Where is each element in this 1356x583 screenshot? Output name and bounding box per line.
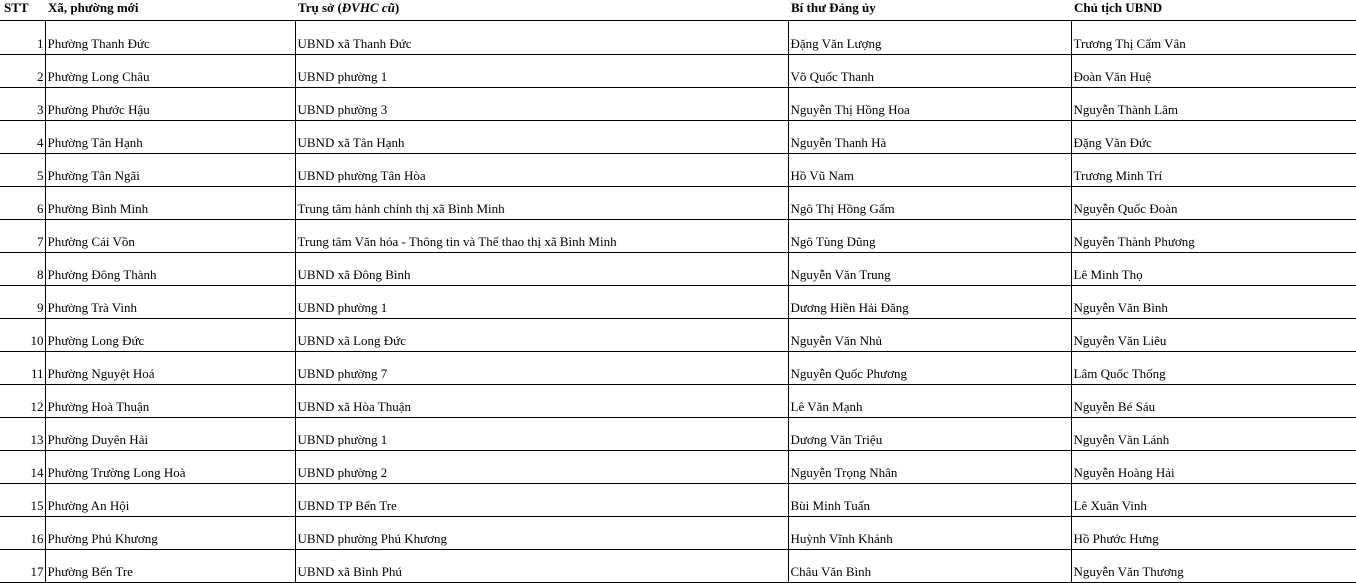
table-row	[0, 484, 1356, 517]
cell-party-secretary: Nguyễn Trọng Nhân	[788, 451, 1071, 484]
table-row	[0, 550, 1356, 583]
header-party-secretary: Bí thư Đảng ủy	[788, 0, 1071, 21]
cell-party-secretary: Võ Quốc Thanh	[788, 55, 1071, 88]
header-chairman: Chủ tịch UBND	[1071, 0, 1356, 21]
cell-headquarters: UBND phường Tân Hòa	[295, 154, 788, 187]
cell-chairman: Lâm Quốc Thống	[1071, 352, 1356, 385]
header-row	[0, 0, 1356, 21]
table-row	[0, 385, 1356, 418]
cell-ward-name: Phường Thanh Đức	[45, 21, 295, 55]
table-row	[0, 286, 1356, 319]
cell-party-secretary: Bùi Minh Tuấn	[788, 484, 1071, 517]
cell-ward-name: Phường Hoà Thuận	[45, 385, 295, 418]
cell-headquarters: UBND xã Long Đức	[295, 319, 788, 352]
cell-headquarters: Trung tâm hành chính thị xã Bình Minh	[295, 187, 788, 220]
cell-chairman: Nguyễn Văn Lánh	[1071, 418, 1356, 451]
cell-stt: 6	[0, 187, 45, 220]
cell-stt: 17	[0, 550, 45, 583]
cell-chairman: Nguyễn Hoàng Hải	[1071, 451, 1356, 484]
cell-ward-name: Phường Cái Vồn	[45, 220, 295, 253]
table-row	[0, 352, 1356, 385]
cell-headquarters: UBND xã Bình Phú	[295, 550, 788, 583]
cell-party-secretary: Nguyễn Thanh Hà	[788, 121, 1071, 154]
cell-stt: 14	[0, 451, 45, 484]
cell-stt: 16	[0, 517, 45, 550]
cell-ward-name: Phường Nguyệt Hoá	[45, 352, 295, 385]
cell-party-secretary: Hồ Vũ Nam	[788, 154, 1071, 187]
cell-ward-name: Phường Đông Thành	[45, 253, 295, 286]
cell-headquarters: UBND xã Thanh Đức	[295, 21, 788, 55]
cell-ward-name: Phường Bến Tre	[45, 550, 295, 583]
cell-stt: 12	[0, 385, 45, 418]
cell-ward-name: Phường Long Châu	[45, 55, 295, 88]
cell-party-secretary: Nguyễn Văn Nhủ	[788, 319, 1071, 352]
cell-party-secretary: Nguyễn Quốc Phương	[788, 352, 1071, 385]
cell-ward-name: Phường Phú Khương	[45, 517, 295, 550]
header-headquarters-suffix: )	[394, 0, 400, 15]
cell-headquarters: UBND phường 1	[295, 418, 788, 451]
cell-stt: 4	[0, 121, 45, 154]
table-row	[0, 21, 1356, 55]
cell-chairman: Lê Xuân Vinh	[1071, 484, 1356, 517]
cell-ward-name: Phường Duyên Hải	[45, 418, 295, 451]
table-row	[0, 319, 1356, 352]
table-row	[0, 418, 1356, 451]
table-row	[0, 220, 1356, 253]
cell-headquarters: UBND phường 2	[295, 451, 788, 484]
cell-headquarters: UBND phường Phú Khương	[295, 517, 788, 550]
cell-party-secretary: Dương Văn Triệu	[788, 418, 1071, 451]
header-headquarters-prefix: Trụ sở (	[298, 0, 342, 15]
cell-party-secretary: Nguyễn Văn Trung	[788, 253, 1071, 286]
cell-headquarters: Trung tâm Văn hóa - Thông tin và Thể thao thị xã Bình Minh	[295, 220, 788, 253]
cell-headquarters: UBND xã Tân Hạnh	[295, 121, 788, 154]
cell-party-secretary: Lê Văn Mạnh	[788, 385, 1071, 418]
cell-stt: 11	[0, 352, 45, 385]
cell-ward-name: Phường Phước Hậu	[45, 88, 295, 121]
cell-stt: 8	[0, 253, 45, 286]
cell-chairman: Nguyễn Văn Thương	[1071, 550, 1356, 583]
cell-stt: 10	[0, 319, 45, 352]
header-headquarters	[295, 0, 788, 21]
cell-ward-name: Phường Bình Minh	[45, 187, 295, 220]
cell-party-secretary: Huỳnh Vĩnh Khánh	[788, 517, 1071, 550]
cell-party-secretary: Đặng Văn Lượng	[788, 21, 1071, 55]
cell-ward-name: Phường Tân Ngãi	[45, 154, 295, 187]
cell-chairman: Hồ Phước Hưng	[1071, 517, 1356, 550]
cell-chairman: Nguyễn Thành Lâm	[1071, 88, 1356, 121]
cell-chairman: Lê Minh Thọ	[1071, 253, 1356, 286]
cell-ward-name: Phường Long Đức	[45, 319, 295, 352]
cell-stt: 3	[0, 88, 45, 121]
cell-headquarters: UBND phường 1	[295, 55, 788, 88]
cell-stt: 7	[0, 220, 45, 253]
cell-party-secretary: Châu Văn Bình	[788, 550, 1071, 583]
cell-chairman: Đoàn Văn Huệ	[1071, 55, 1356, 88]
table-row	[0, 187, 1356, 220]
cell-chairman: Nguyễn Thành Phương	[1071, 220, 1356, 253]
cell-chairman: Nguyễn Văn Bình	[1071, 286, 1356, 319]
cell-headquarters: UBND xã Hòa Thuận	[295, 385, 788, 418]
cell-headquarters: UBND TP Bến Tre	[295, 484, 788, 517]
cell-chairman: Trương Thị Cẩm Vân	[1071, 21, 1356, 55]
table-row	[0, 121, 1356, 154]
header-headquarters-italic: ĐVHC cũ	[341, 0, 395, 15]
cell-headquarters: UBND phường 7	[295, 352, 788, 385]
cell-headquarters: UBND phường 1	[295, 286, 788, 319]
cell-chairman: Nguyễn Quốc Đoàn	[1071, 187, 1356, 220]
table-row	[0, 253, 1356, 286]
cell-ward-name: Phường Trường Long Hoà	[45, 451, 295, 484]
header-ward-name: Xã, phường mới	[45, 0, 295, 21]
cell-headquarters: UBND phường 3	[295, 88, 788, 121]
cell-stt: 13	[0, 418, 45, 451]
table-row	[0, 451, 1356, 484]
cell-stt: 5	[0, 154, 45, 187]
table-row	[0, 154, 1356, 187]
cell-party-secretary: Ngô Thị Hồng Gấm	[788, 187, 1071, 220]
table-row	[0, 88, 1356, 121]
cell-chairman: Trương Minh Trí	[1071, 154, 1356, 187]
cell-stt: 15	[0, 484, 45, 517]
cell-chairman: Đặng Văn Đức	[1071, 121, 1356, 154]
table-row	[0, 517, 1356, 550]
cell-party-secretary: Ngô Tùng Dũng	[788, 220, 1071, 253]
cell-ward-name: Phường An Hội	[45, 484, 295, 517]
cell-ward-name: Phường Tân Hạnh	[45, 121, 295, 154]
cell-headquarters: UBND xã Đông Bình	[295, 253, 788, 286]
cell-ward-name: Phường Trà Vinh	[45, 286, 295, 319]
cell-chairman: Nguyễn Bé Sáu	[1071, 385, 1356, 418]
cell-stt: 1	[0, 21, 45, 55]
cell-stt: 2	[0, 55, 45, 88]
header-stt: STT	[0, 0, 45, 21]
cell-stt: 9	[0, 286, 45, 319]
table-row	[0, 55, 1356, 88]
cell-chairman: Nguyễn Văn Liêu	[1071, 319, 1356, 352]
cell-party-secretary: Nguyễn Thị Hồng Hoa	[788, 88, 1071, 121]
cell-party-secretary: Dương Hiền Hải Đăng	[788, 286, 1071, 319]
